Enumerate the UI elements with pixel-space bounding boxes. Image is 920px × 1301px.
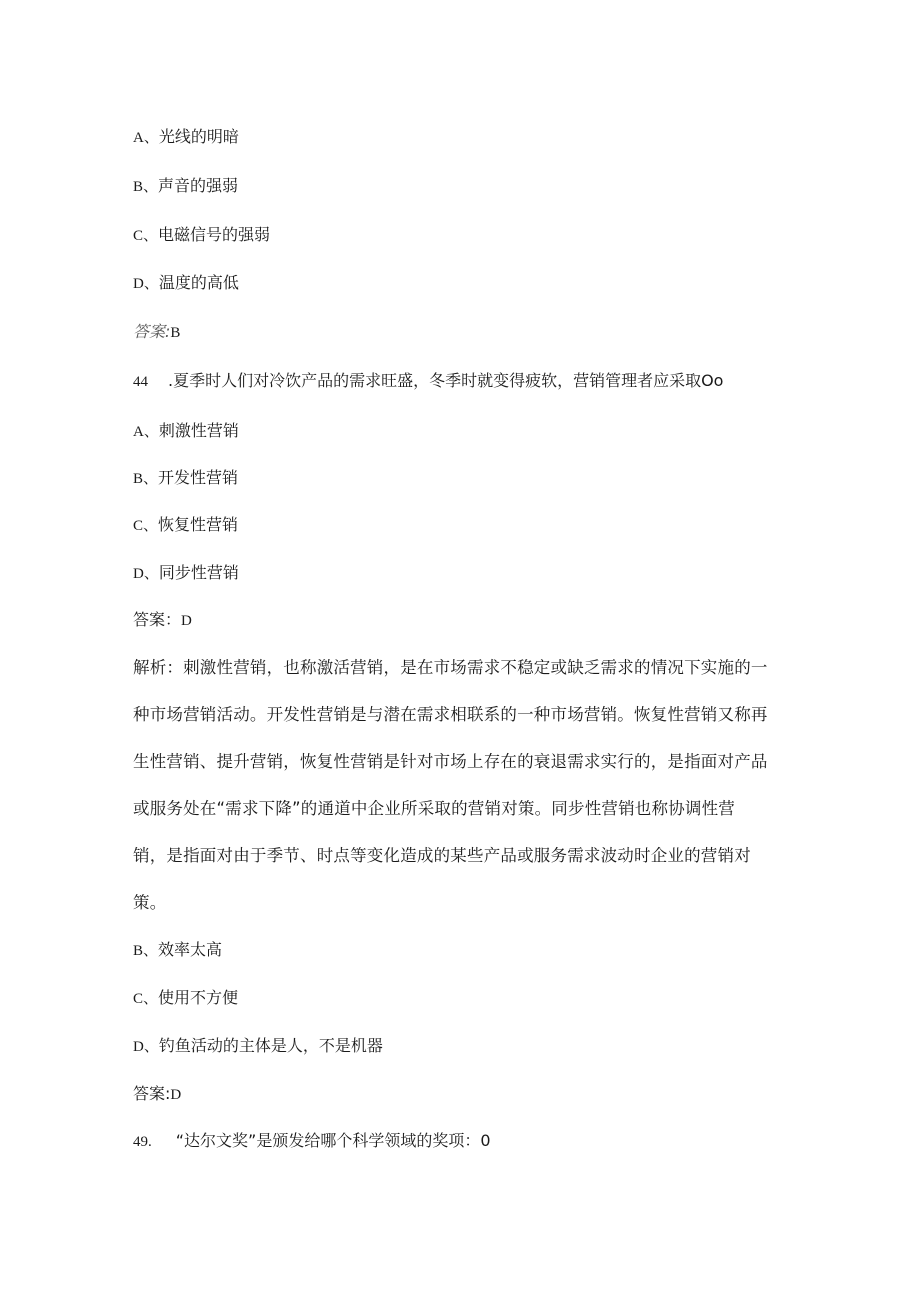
analysis-line: 种市场营销活动。开发性营销是与潜在需求相联系的一种市场营销。恢复性营销又称再 bbox=[133, 705, 768, 724]
option-letter: D、 bbox=[133, 1039, 159, 1055]
option-c bbox=[133, 515, 238, 536]
option-d bbox=[133, 563, 239, 584]
question-number: 44 bbox=[133, 374, 148, 390]
option-letter: B、 bbox=[133, 179, 159, 195]
analysis-line: 生性营销、提升营销，恢复性营销是针对市场上存在的衰退需求实行的，是指面对产品 bbox=[133, 752, 768, 771]
question-44 bbox=[133, 371, 723, 392]
option-text: 恢复性营销 bbox=[158, 515, 239, 534]
option-b bbox=[133, 468, 238, 489]
option-letter: D、 bbox=[133, 566, 159, 582]
answer-label: 答案： bbox=[133, 610, 182, 629]
analysis-line: 销，是指面对由于季节、时点等变化造成的某些产品或服务需求波动时企业的营销对 bbox=[133, 846, 751, 865]
option-a bbox=[133, 421, 239, 442]
option-text: 效率太高 bbox=[158, 940, 223, 959]
answer-line bbox=[133, 610, 192, 631]
option-letter: B、 bbox=[133, 471, 159, 487]
analysis-line: 或服务处在“需求下降”的通道中企业所采取的营销对策。同步性营销也称协调性营 bbox=[133, 799, 735, 818]
option-c bbox=[133, 988, 238, 1009]
option-letter: A、 bbox=[133, 424, 159, 440]
option-letter: C、 bbox=[133, 228, 159, 244]
option-text: 刺激性营销 bbox=[158, 421, 239, 440]
answer-value: D bbox=[181, 613, 192, 629]
option-letter: A、 bbox=[133, 130, 159, 146]
option-letter: B、 bbox=[133, 943, 159, 959]
answer-label: 答案: bbox=[133, 1084, 171, 1103]
option-c bbox=[133, 225, 270, 246]
option-d bbox=[133, 273, 239, 294]
question-text: “达尔文奖”是颁发给哪个科学领域的奖项：0 bbox=[175, 1131, 491, 1150]
option-text: 电磁信号的强弱 bbox=[158, 225, 271, 244]
option-text: 钓鱼活动的主体是人，不是机器 bbox=[158, 1036, 383, 1055]
question-text: .夏季时人们对冷饮产品的需求旺盛，冬季时就变得疲软，营销管理者应采取Oo bbox=[168, 371, 724, 390]
question-49 bbox=[133, 1131, 491, 1152]
option-letter: C、 bbox=[133, 518, 159, 534]
question-number: 49. bbox=[133, 1134, 152, 1150]
analysis-line: 解析：刺激性营销，也称激活营销，是在市场需求不稳定或缺乏需求的情况下实施的一 bbox=[133, 658, 768, 677]
answer-value: B bbox=[170, 325, 181, 341]
option-text: 温度的高低 bbox=[158, 273, 239, 292]
option-text: 同步性营销 bbox=[158, 563, 239, 582]
option-text: 使用不方便 bbox=[158, 988, 239, 1007]
answer-line bbox=[133, 322, 180, 343]
option-letter: D、 bbox=[133, 276, 159, 292]
option-b bbox=[133, 176, 238, 197]
analysis-paragraph bbox=[133, 644, 788, 926]
option-a bbox=[133, 127, 239, 148]
option-text: 开发性营销 bbox=[158, 468, 239, 487]
answer-line bbox=[133, 1084, 181, 1105]
answer-label: 答案: bbox=[133, 322, 171, 341]
option-text: 声音的强弱 bbox=[158, 176, 239, 195]
option-d bbox=[133, 1036, 383, 1057]
answer-value: D bbox=[170, 1087, 182, 1103]
option-letter: C、 bbox=[133, 991, 159, 1007]
option-text: 光线的明暗 bbox=[158, 127, 239, 146]
option-b bbox=[133, 940, 222, 961]
analysis-line: 策。 bbox=[133, 893, 167, 912]
